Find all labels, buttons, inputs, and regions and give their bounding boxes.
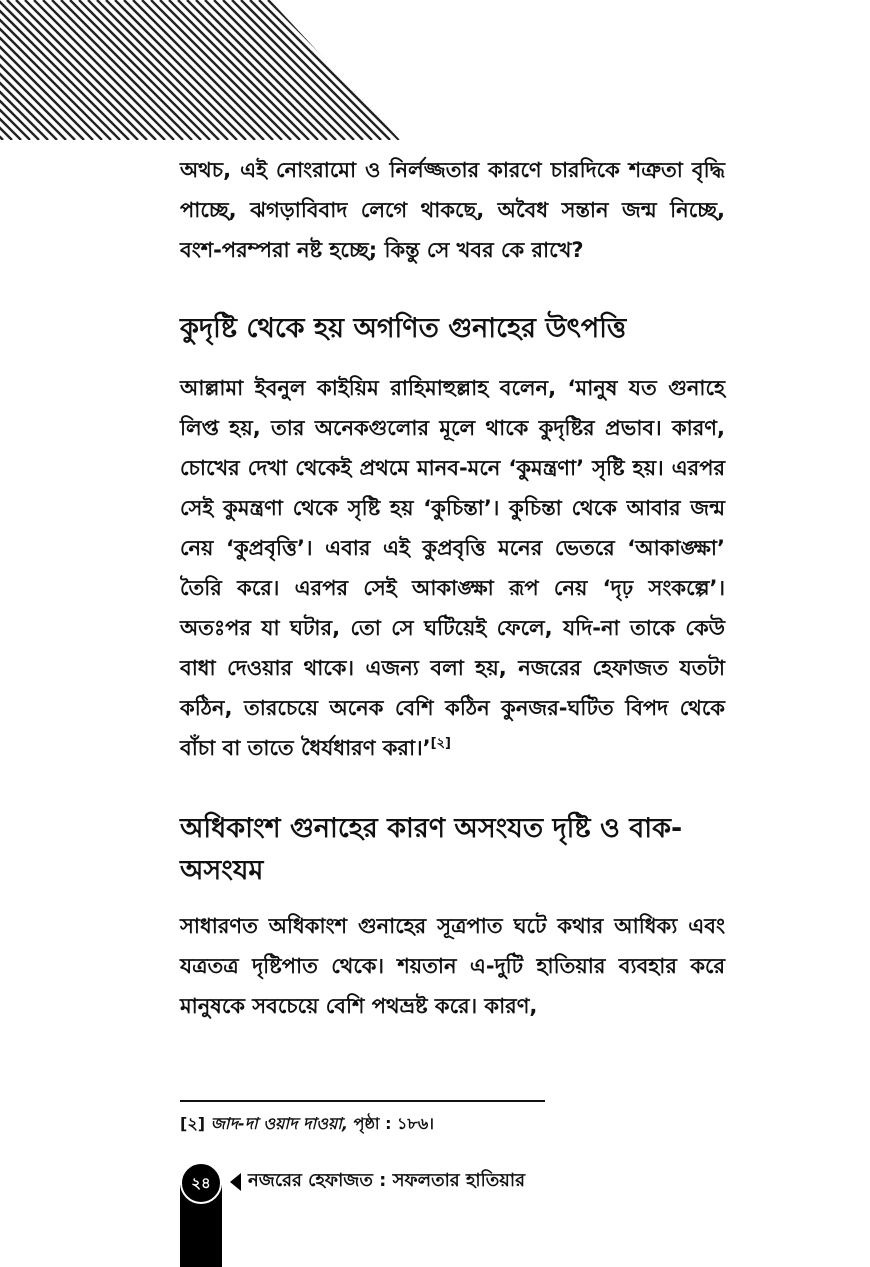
- stripe-line: [349, 0, 400, 140]
- decorative-stripes: [0, 0, 400, 140]
- stripe-line: [385, 0, 400, 140]
- running-book-title: নজরের হেফাজত : সফলতার হাতিয়ার: [248, 1170, 526, 1191]
- ibn-qayyim-quote-paragraph: [180, 368, 725, 768]
- quote-text: আল্লামা ইবনুল কাইয়িম রাহিমাহুল্লাহ বলেন, ‘মানুষ যত গুনাহে লিপ্ত হয়, তার অনেকগুলোর মূলে থাকে কুদৃষ্টির প্রভাব। কারণ, চোখের দেখা থেকেই প্রথমে মানব-মনে ‘কুমন্ত্রণা’ সৃষ্টি হয়। এরপর সেই কুমন্ত্রণা থেকে সৃষ্টি হয় ‘কুচিন্তা’। কুচিন্তা থেকে আবার জন্ম নেয় ‘কুপ্রবৃত্তি’। এবার এই কুপ্রবৃত্তি মনের ভেতরে ‘আকাঙ্ক্ষা’ তৈরি করে। এরপর সেই আকাঙ্ক্ষা রূপ নেয় ‘দৃঢ় সংকল্পে’। অতঃপর যা ঘটার, তো সে ঘটিয়েই ফেলে, যদি-না তাকে কেউ বাধা দেওয়ার থাকে। এজন্য বলা হয়, নজরের হেফাজত যতটা কঠিন, তারচেয়ে অনেক বেশি কঠিন কুনজর-ঘটিত বিপদ থেকে বাঁচা বা তাতে ধৈর্যধারণ করা।’: [180, 376, 725, 760]
- footnote: [180, 1112, 725, 1136]
- triangle-left-icon: [230, 1173, 241, 1191]
- stripe-line: [367, 0, 400, 140]
- footnote-marker: [২]: [180, 1114, 206, 1133]
- footnote-page: পৃষ্ঠা : ১৮৬।: [348, 1114, 434, 1133]
- stripe-line: [313, 0, 400, 140]
- footnote-reference[interactable]: [২]: [430, 736, 451, 751]
- footnote-divider: [180, 1100, 545, 1102]
- section-heading-unrestrained-sight: অধিকাংশ গুনাহের কারণ অসংযত দৃষ্টি ও বাক-অসংযম: [180, 813, 683, 886]
- page-content: [180, 150, 725, 1026]
- section-heading-evil-gaze: কুদৃষ্টি থেকে হয় অগণিত গুনাহের উৎপত্তি: [180, 313, 627, 344]
- footnote-source: জাদ-দা ওয়াদ দাওয়া,: [210, 1114, 349, 1133]
- intro-paragraph: অথচ, এই নোংরামো ও নির্লজ্জতার কারণে চারদিকে শত্রুতা বৃদ্ধি পাচ্ছে, ঝগড়াবিবাদ লেগে থাকছে, অবৈধ সন্তান জন্ম নিচ্ছে, বংশ-পরম্পরা নষ্ট হচ্ছে; কিন্তু সে খবর কে রাখে?: [180, 158, 725, 262]
- page-number: ২৪: [180, 1162, 222, 1204]
- stripe-line: [394, 0, 400, 140]
- closing-paragraph: সাধারণত অধিকাংশ গুনাহের সূত্রপাত ঘটে কথার আধিক্য এবং যত্রতত্র দৃষ্টিপাত থেকে। শয়তান এ-দুটি হাতিয়ার ব্যবহার করে মানুষকে সবচেয়ে বেশি পথভ্রষ্ট করে। কারণ,: [180, 914, 725, 1018]
